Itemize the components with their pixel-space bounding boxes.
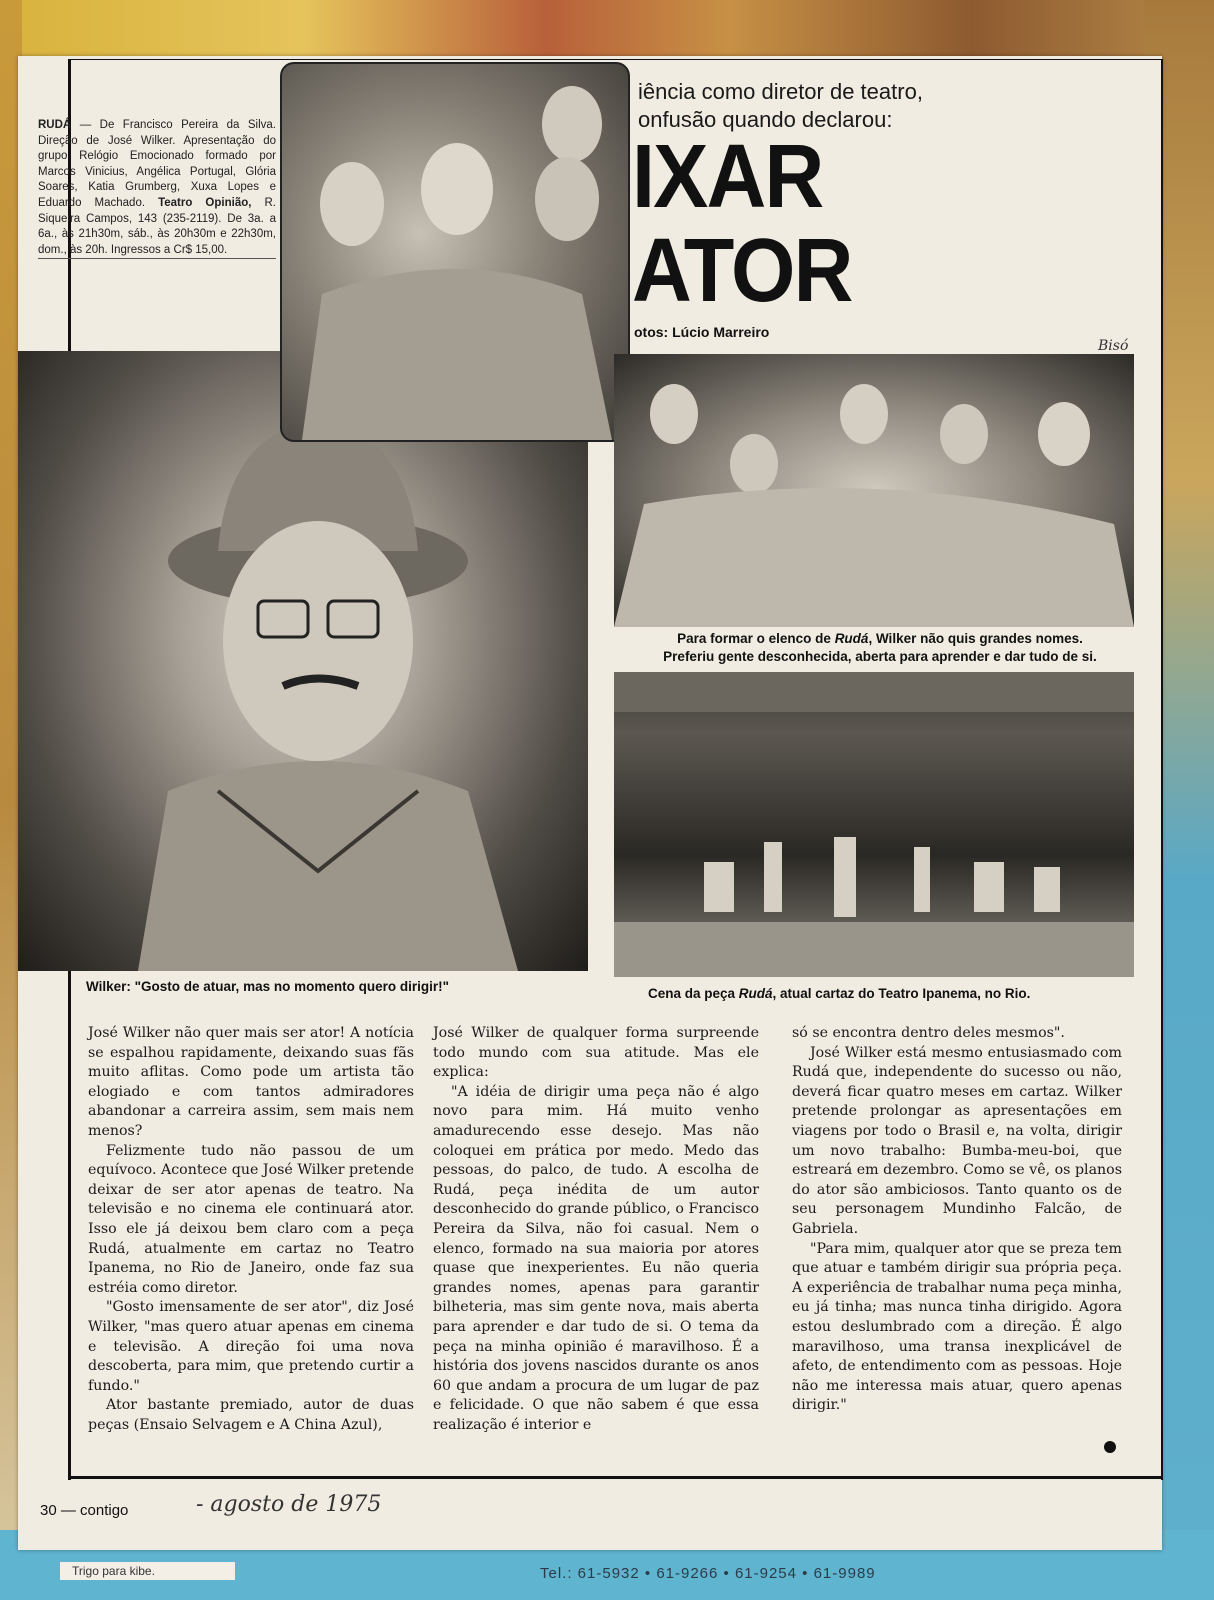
cast-caption-line2: Preferiu gente desconhecida, aberta para aprender e dar tudo de si.: [663, 649, 1097, 664]
stage-caption: [648, 985, 1030, 1003]
headline-title: [632, 127, 852, 321]
cast-rehearsal-photo: [614, 354, 1134, 627]
background-label: Trigo para kibe.: [60, 1562, 235, 1580]
article-column-1: [88, 1024, 414, 1435]
article-paragraph: "A idéia de dirigir uma peça não é algo novo para mim. Há muito venho amadurecendo esse desejo. Mas não coloquei em prática por medo. Medo das pessoas, do palco, de tudo. A escolha de Rudá, peça inédita de um autor desconhecido do grande público, o Francisco Pereira da Silva, não foi casual. Nem o elenco, formado na sua maioria por atores quase que inexperientes. Eu não queria grandes nomes, apenas para garantir bilheteria, mas sim gente nova, mais aberta para aprender e dar tudo de si. O tema da peça na minha opinião é maravilhoso. É a história dos jovens nascidos durante os anos 60 que andam a procura de um lugar de paz e felicidade. O que não sabem é que essa realização é interior e: [433, 1083, 759, 1433]
article-paragraph: Ator bastante premiado, autor de duas peças (Ensaio Selvagem e A China Azul),: [88, 1397, 414, 1433]
cast-photo-caption: [620, 630, 1140, 666]
portrait-caption: Wilker: "Gosto de atuar, mas no momento quero dirigir!": [86, 979, 449, 994]
group-photo: [280, 62, 630, 442]
article-paragraph: José Wilker de qualquer forma surpreende todo mundo com sua atitude. Mas ele explica:: [433, 1025, 759, 1081]
photo-credit: otos: Lúcio Marreiro: [634, 324, 770, 340]
play-info-box: [38, 118, 276, 259]
article-column-3: [792, 1024, 1122, 1416]
illustrator-signature: Bisó: [1098, 338, 1129, 354]
stage-caption-title: Rudá: [738, 986, 773, 1001]
page-footer: 30 — contigo: [40, 1502, 129, 1519]
stage-caption-part-c: , atual cartaz do Teatro Ipanema, no Rio.: [772, 986, 1031, 1001]
article-paragraph: Felizmente tudo não passou de um equívoco. Acontece que José Wilker pretende deixar de ser ator apenas de teatro. Na televisão e no cinema ele continuará ator. Isso ele já deixou bem claro com a peça Rudá, atualmente em cartaz no Teatro Ipanema, no Rio de Janeiro, onde faz sua estréia como diretor.: [88, 1142, 414, 1296]
footer-rule: [68, 1476, 1161, 1479]
article-paragraph: "Gosto imensamente de ser ator", diz José Wilker, "mas quero atuar apenas em cinema e televisão. A direção foi uma nova descoberta, para mim, que pretendo curtir a fundo.": [88, 1299, 414, 1394]
handwritten-date: - agosto de 1975: [196, 1492, 382, 1517]
headline-title-line1: IXAR: [632, 127, 823, 227]
cast-caption-part-a: Para formar o elenco de: [677, 631, 835, 646]
info-text-2: R. Siqueira Campos, 143 (235-2119). De 3a. a 6a., às 21h30m, sáb., às 20h30m e 22h30m, dom., às 20h. Ingressos a Cr$ 15,00.: [38, 196, 276, 256]
magazine-page: [18, 56, 1162, 1550]
stage-illustration: [614, 672, 1134, 977]
cast-caption-part-c: , Wilker não quis grandes nomes.: [868, 631, 1083, 646]
info-venue: Teatro Opinião,: [158, 196, 252, 209]
headline-intro-line1: iência como diretor de teatro,: [638, 79, 923, 104]
article-paragraph: "Para mim, qualquer ator que se preza tem que atuar e também dirigir sua própria peça. A experiência de trabalhar numa peça minha, eu já tinha; mas nunca tinha dirigido. Agora estou deslumbrado com a direção. É algo maravilhoso, uma transa inexplicável de afeto, de entendimento com as pessoas. Hoje não me interessa mais atuar, quero apenas dirigir.": [792, 1240, 1122, 1414]
cast-illustration: [614, 354, 1134, 627]
end-of-article-bullet: [1104, 1441, 1116, 1453]
group-illustration: [282, 64, 628, 440]
headline-intro: [638, 78, 1158, 134]
info-text-1: — De Francisco Pereira da Silva. Direção de José Wilker. Apresentação do grupo Relógio Emocionado formado por Marcos Vinicius, Angélica Portugal, Glória Soares, Katia Grumberg, Xuxa Lopes e Eduardo Machado.: [38, 119, 276, 209]
article-paragraph: José Wilker não quer mais ser ator! A notícia se espalhou rapidamente, deixando suas fãs muito aflitas. Como pode um artista tão elogiado e com tantos admiradores abandonar a carreira assim, sem mais nem menos?: [88, 1025, 414, 1139]
stage-scene-photo: [614, 672, 1134, 977]
wilker-portrait-photo: [18, 351, 588, 971]
stage-caption-part-a: Cena da peça: [648, 986, 739, 1001]
headline-title-line2: ATOR: [632, 221, 852, 321]
info-title: RUDÁ: [38, 119, 72, 131]
article-paragraph: só se encontra dentro deles mesmos".: [792, 1025, 1065, 1041]
cast-caption-title: Rudá: [834, 631, 869, 646]
article-column-2: [433, 1024, 759, 1435]
headline-intro-line2: onfusão quando declarou:: [638, 107, 893, 132]
portrait-illustration: [18, 351, 588, 971]
background-phones: Tel.: 61-5932 • 61-9266 • 61-9254 • 61-9989: [540, 1565, 876, 1582]
article-paragraph: José Wilker está mesmo entusiasmado com Rudá que, independente do sucesso ou não, deverá ficar quatro meses em cartaz. Wilker pretende prolongar as apresentações em viagens por todo o Brasil e, na volta, dirigir um novo trabalho: Bumba-meu-boi, que estreará em dezembro. Como se vê, os planos do ator são ambiciosos. Tanto quanto os de seu personagem Mundinho Falcão, de Gabriela.: [792, 1044, 1122, 1237]
